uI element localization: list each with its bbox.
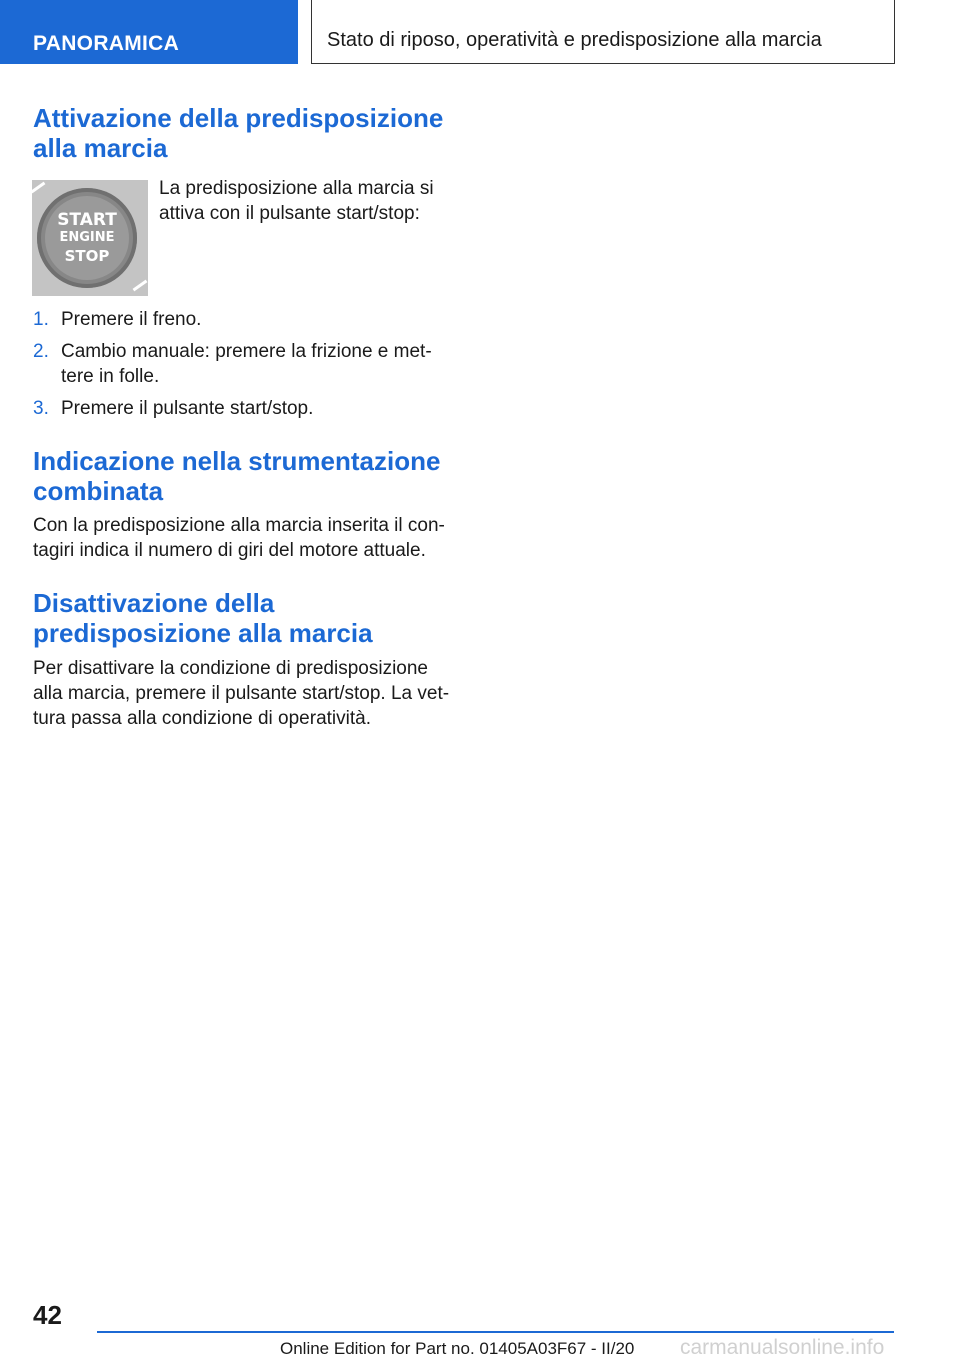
- activation-intro-line1: La predisposizione alla marcia si: [159, 178, 434, 199]
- deactivation-body-line2: alla marcia, premere il pulsante start/stop. La vet-: [33, 683, 450, 704]
- reflection-streak: [133, 280, 148, 292]
- list-item: [33, 396, 443, 421]
- activation-intro-line2: attiva con il pulsante start/stop:: [159, 203, 420, 224]
- chapter-title-text: Stato di riposo, operatività e predisposizione alla marcia: [327, 29, 822, 51]
- step-text: Cambio manuale: premere la frizione e met-: [61, 341, 432, 362]
- step-text: Premere il freno.: [61, 309, 202, 330]
- heading-deactivation-line2: predisposizione alla marcia: [33, 618, 373, 648]
- activation-steps: [33, 307, 443, 428]
- button-ring: [37, 188, 137, 288]
- chapter-title: [311, 0, 895, 64]
- heading-deactivation-line1: Disattivazione della: [33, 588, 275, 618]
- deactivation-body: [33, 656, 449, 731]
- start-stop-button-image: [32, 180, 148, 296]
- button-label-stop: STOP: [64, 247, 110, 265]
- reflection-streak: [32, 182, 45, 194]
- watermark: carmanualsonline.info: [680, 1336, 885, 1359]
- step-number: 3.: [33, 398, 49, 419]
- page-number: 42: [33, 1300, 62, 1330]
- activation-intro: [159, 176, 434, 226]
- button-label-engine: ENGINE: [59, 230, 115, 245]
- heading-activation-line1: Attivazione della predisposizione: [33, 103, 444, 133]
- display-body-line1: Con la predisposizione alla marcia inserita il con-: [33, 515, 445, 536]
- footer-edition-text: Online Edition for Part no. 01405A03F67 - II/20: [280, 1339, 635, 1358]
- heading-display-line1: Indicazione nella strumentazione: [33, 446, 441, 476]
- step-text-continued: tere in folle.: [61, 366, 160, 387]
- list-item: [33, 339, 443, 389]
- heading-display-line2: combinata: [33, 476, 164, 506]
- list-item: [33, 307, 443, 332]
- heading-activation: [33, 103, 443, 163]
- heading-display: [33, 446, 440, 506]
- step-number: 2.: [33, 341, 49, 362]
- section-tab: [0, 0, 298, 64]
- display-body-line2: tagiri indica il numero di giri del motore attuale.: [33, 540, 426, 561]
- button-face: [45, 196, 129, 280]
- deactivation-body-line1: Per disattivare la condizione di predisposizione: [33, 658, 429, 679]
- deactivation-body-line3: tura passa alla condizione di operatività.: [33, 708, 371, 729]
- step-text: Premere il pulsante start/stop.: [61, 398, 314, 419]
- footer-divider: [97, 1331, 894, 1333]
- heading-activation-line2: alla marcia: [33, 133, 168, 163]
- section-tab-label: PANORAMICA: [33, 32, 180, 55]
- step-number: 1.: [33, 309, 49, 330]
- button-label-start: START: [57, 210, 117, 230]
- display-body: [33, 513, 445, 563]
- heading-deactivation: [33, 588, 373, 648]
